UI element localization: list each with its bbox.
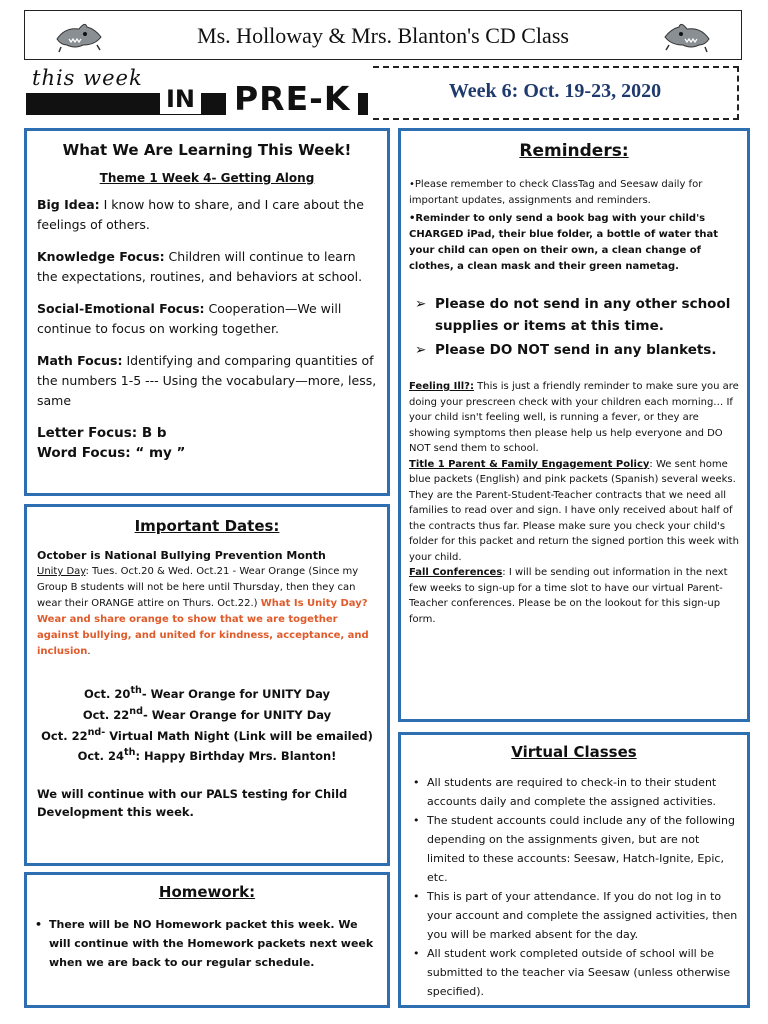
- event-item: Oct. 22nd- Wear Orange for UNITY Day: [82, 705, 332, 722]
- event-item: Oct. 24th: Happy Birthday Mrs. Blanton!: [77, 747, 337, 764]
- arrow-item: ➢ Please do not send in any other school supplies or items at this time.: [409, 293, 739, 337]
- virtual-title: Virtual Classes: [511, 743, 637, 761]
- dates-panel: [24, 504, 390, 866]
- arrow-icon: ➢: [415, 342, 427, 358]
- event-list: [37, 682, 377, 765]
- shark-icon: [663, 19, 711, 53]
- social-emotional-focus: Social-Emotional Focus: Cooperation—We will continue to focus on working together.: [37, 301, 342, 336]
- arrow-item: ➢ Please DO NOT send in any blankets.: [409, 339, 739, 361]
- virtual-panel: [398, 732, 750, 1008]
- virtual-item: • All students are required to check-in to their student accounts daily and complete the assigned activities.: [409, 773, 739, 811]
- reminders-panel: [398, 128, 750, 722]
- reminder-bookbag: •Reminder to only send a book bag with your child's CHARGED iPad, their blue folder, a bottle of water that your child can open on their own, a clean change of clothes, a clean mask and their green nametag.: [409, 213, 719, 272]
- learning-title: What We Are Learning This Week!: [62, 141, 352, 159]
- reminders-title: Reminders:: [519, 141, 629, 161]
- bullet-icon: •: [413, 947, 420, 960]
- unity-day-text: Unity Day: Tues. Oct.20 & Wed. Oct.21 - Wear Orange (Since my Group B students will not be here until Thursday, then they can wear their ORANGE attire on Thurs. Oct.22.) What Is Unity Day? Wear and share orange to show that we are together against bullying, and united for kindness, acceptance, and inclusion.: [37, 566, 369, 657]
- bullet-icon: •: [35, 918, 43, 931]
- pals-note: We will continue with our PALS testing for Child Development this week.: [37, 787, 348, 820]
- page-header: [24, 10, 742, 60]
- theme-label: Theme 1 Week 4- Getting Along: [99, 171, 315, 185]
- event-item: Oct. $22^{nd-}$ Virtual Math Night (Link will be emailed): [41, 726, 373, 743]
- virtual-item: • All student work completed outside of school will be submitted to the teacher via Seesaw (unless otherwise specified).: [409, 944, 739, 1001]
- math-focus: Math Focus: Identifying and comparing quantities of the numbers 1-5 --- Using the vocabulary—more, less, same: [37, 353, 377, 408]
- this-week-text: this week: [32, 66, 143, 90]
- dates-title: Important Dates:: [134, 517, 280, 535]
- homework-item: • There will be NO Homework packet this week. We will continue with the Homework packets next week when we are back to our regular schedule.: [35, 915, 379, 972]
- banner-prek: PRE-K: [226, 80, 358, 118]
- knowledge-focus: Knowledge Focus: Children will continue to learn the expectations, routines, and behaviors at school.: [37, 249, 363, 284]
- word-focus: Word Focus: “ my ”: [37, 445, 186, 461]
- this-week-banner: [26, 66, 368, 120]
- letter-focus: Letter Focus: B b: [37, 425, 167, 441]
- reminder-classtag: •Please remember to check ClassTag and Seesaw daily for important updates, assignments and reminders.: [409, 179, 703, 206]
- learning-panel: [24, 128, 390, 496]
- bullet-icon: •: [413, 890, 420, 903]
- event-item: Oct. 20th- Wear Orange for UNITY Day: [83, 685, 331, 701]
- big-idea: Big Idea: I know how to share, and I care about the feelings of others.: [37, 197, 364, 232]
- arrow-icon: ➢: [415, 296, 427, 312]
- reminder-paragraphs: Feeling Ill?: This is just a friendly reminder to make sure you are doing your prescreen check with your children each morning… If your child isn't feeling well, is running a fever, or they are showing symptoms then please help us help everyone and DO NOT send them to school. Title 1 Parent & Family Engagement Policy: We sent home blue packets (English) and pink packets (Spanish) several weeks. They are the Parent-Student-Teacher contracts that we need all families to read over and sign. I have only received about half of the contracts thus far. Please make sure you check your child's folder for this packet and return the signed portion this week with your child. Fall Conferences: I will be sending out information in the next few weeks to sign-up for a time slot to have our virtual Parent-Teacher conferences. Please be on the lookout for this sign-up form.: [409, 381, 739, 625]
- class-title: Ms. Holloway & Mrs. Blanton's CD Class: [197, 23, 569, 48]
- week-box: [373, 66, 739, 120]
- homework-panel: [24, 872, 390, 1008]
- bullying-month: October is National Bullying Prevention Month: [37, 549, 326, 562]
- virtual-item: • This is part of your attendance. If you do not log in to your account and complete the assigned activities, then you will be marked absent for the day.: [409, 887, 739, 944]
- virtual-item: • The student accounts could include any of the following depending on the assignments given, but are not limited to these accounts: Seesaw, Hatch-Ignite, Epic, etc.: [409, 811, 739, 887]
- homework-title: Homework:: [158, 883, 256, 901]
- banner-in: IN: [160, 84, 201, 114]
- week-label: Week 6: Oct. 19-23, 2020: [448, 80, 662, 102]
- bullet-icon: •: [413, 776, 420, 789]
- bullet-icon: •: [413, 814, 420, 827]
